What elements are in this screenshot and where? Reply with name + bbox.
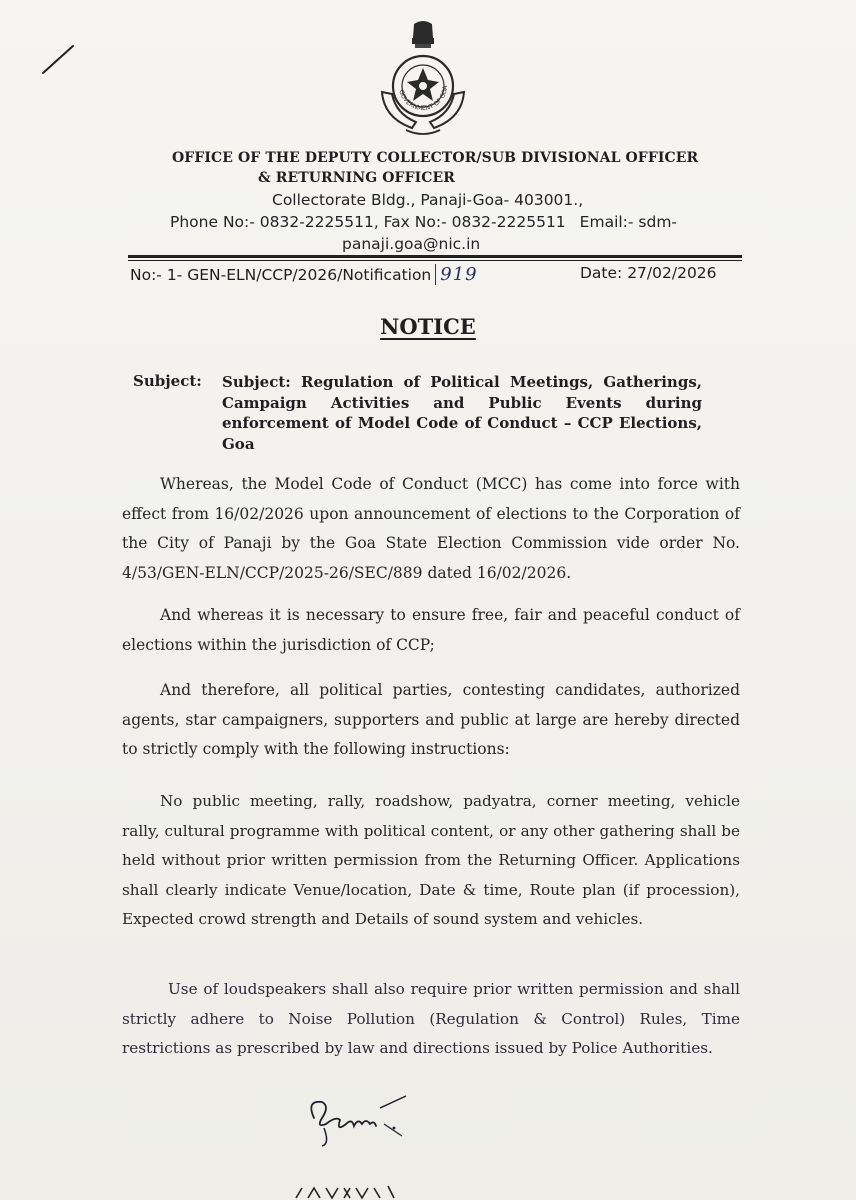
- reference-number: No:- 1- GEN-ELN/CCP/2026/Notification: [130, 266, 432, 284]
- paragraph-mcc-in-force: Whereas, the Model Code of Conduct (MCC) has come into force with effect from 16/02/2026 upon announcement of elections to the Corporation of the City of Panaji by the Goa State Election Commission vide order No. 4/53/GEN-ELN/CCP/2025-26/SEC/889 dated 16/02/2026.: [122, 475, 740, 582]
- contact-line: [170, 213, 677, 231]
- paragraph-free-fair-conduct: And whereas it is necessary to ensure free, fair and peaceful conduct of elections within the jurisdiction of CCP;: [122, 606, 740, 654]
- officer-signature: [296, 1088, 416, 1148]
- notice-title: NOTICE: [380, 314, 476, 339]
- email-address: panaji.goa@nic.in: [342, 235, 481, 253]
- handwritten-notification-number: 919: [435, 264, 477, 285]
- email-label: Email:- sdm-: [579, 213, 678, 231]
- header-rule-thin: [128, 260, 742, 261]
- subject-text: Subject: Regulation of Political Meetings, Gatherings, Campaign Activities and Public Events during enforcement of Model Code of Conduct – CCP Elections, Goa: [222, 373, 702, 453]
- bottom-signature-fragment: [292, 1182, 402, 1200]
- office-address: Collectorate Bldg., Panaji-Goa- 403001.,: [272, 191, 584, 209]
- office-title-line-1: OFFICE OF THE DEPUTY COLLECTOR/SUB DIVISIONAL OFFICER: [172, 150, 699, 166]
- notice-date: Date: 27/02/2026: [580, 264, 717, 282]
- office-title-line-2: & RETURNING OFFICER: [258, 170, 456, 186]
- stray-pen-mark: [40, 42, 80, 76]
- notice-heading: [0, 314, 856, 339]
- government-emblem-icon: [376, 18, 470, 142]
- paragraph-loudspeaker-rules: Use of loudspeakers shall also require prior written permission and shall strictly adhere to Noise Pollution (Regulation & Control) Rules, Time restrictions as prescribed by law and directions issued by Police Authorities.: [122, 980, 740, 1057]
- paragraph-directive: And therefore, all political parties, contesting candidates, authorized agents, star campaigners, supporters and public at large are hereby directed to strictly comply with the following instructions:: [122, 681, 740, 758]
- header-rule: [128, 255, 742, 258]
- emblem-caption: GOVERNMENT OF GOA: [397, 85, 450, 113]
- subject-label: Subject:: [133, 372, 202, 390]
- paragraph-meeting-permission: No public meeting, rally, roadshow, padyatra, corner meeting, vehicle rally, cultural programme with political content, or any other gathering shall be held without prior written permission from the Returning Officer. Applications shall clearly indicate Venue/location, Date & time, Route plan (if procession), Expected crowd strength and Details of sound system and vehicles.: [122, 792, 740, 928]
- reference-line: [130, 264, 730, 290]
- phone-fax: Phone No:- 0832-2225511, Fax No:- 0832-2225511: [170, 213, 566, 231]
